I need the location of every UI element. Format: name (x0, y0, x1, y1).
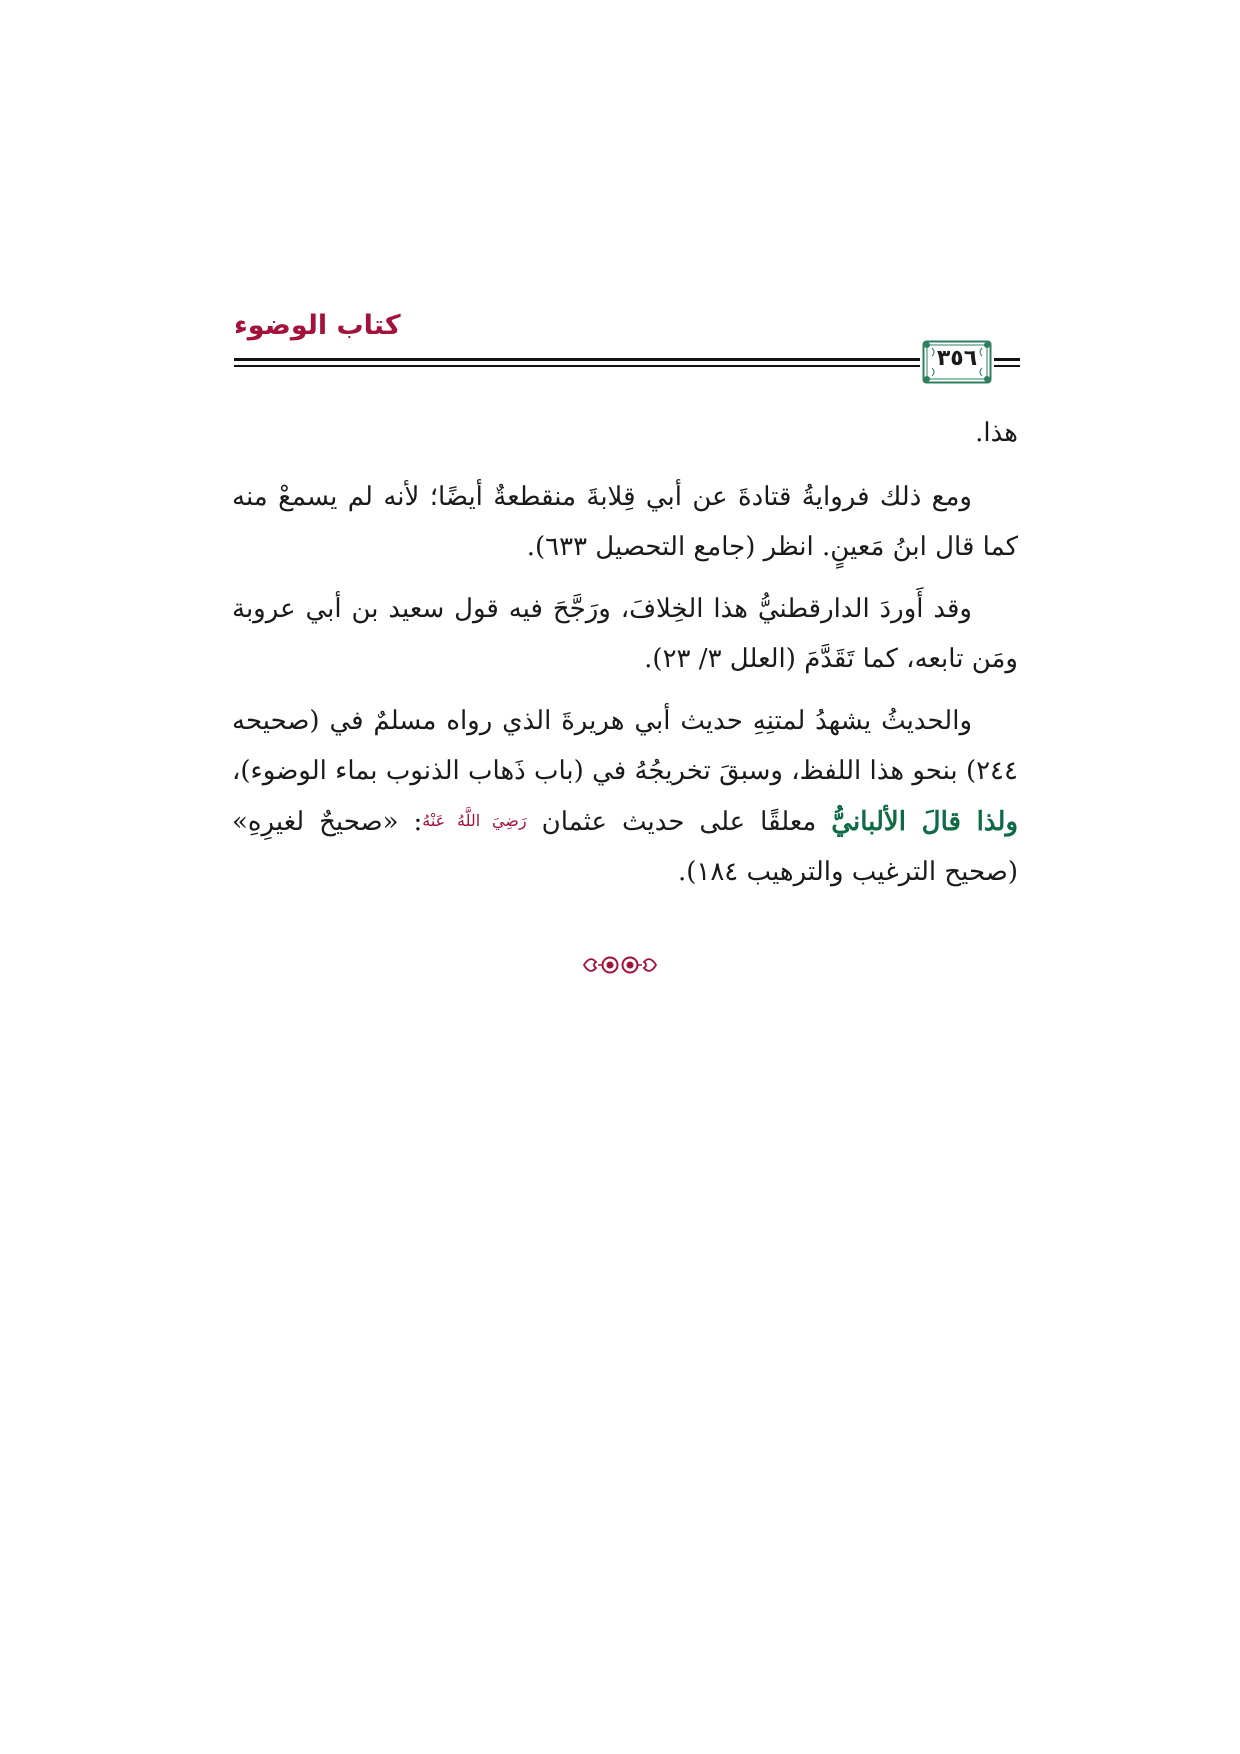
section-end-ornament (580, 950, 660, 980)
text-line-1: هذا. (975, 418, 1018, 448)
paragraph-3-part-3: : «صحيحٌ لغيرِهِ» (صحيح الترغيب والترهيب ١٨٤). (232, 807, 1018, 887)
page-number: ٣٥٦ (936, 346, 978, 371)
header-rule-thin (234, 365, 920, 367)
paragraph-2: وقد أَوردَ الدارقطنيُّ هذا الخِلافَ، ورَجَّحَ فيه قول سعيد بن أبي عروبة ومَن تابعه، كما تَقَدَّمَ (العلل ٣/ ٢٣). (232, 594, 1018, 674)
page-number-frame (922, 340, 992, 384)
paragraph-3-part-2: معلقًا على حديث عثمان (541, 807, 817, 837)
header-rule-thick (234, 358, 920, 361)
paragraph-3 (232, 696, 1018, 897)
book-title (228, 310, 640, 341)
paragraph-3-part-1: والحديثُ يشهدُ لمتنِهِ حديث أبي هريرةَ الذي رواه مسلمٌ في (صحيحه ٢٤٤) بنحو هذا اللفظ، وسبقَ تخريجُهُ في (باب ذَهاب الذنوب بماء الوضوء)، (232, 706, 1018, 786)
book-title-text: كتاب الوضوء (234, 310, 401, 341)
main-text (232, 408, 1018, 909)
page-header (228, 300, 1020, 390)
paragraph-1: ومع ذلك فروايةُ قتادةَ عن أبي قِلابةَ منقطعةٌ أيضًا؛ لأنه لم يسمعْ منه كما قال ابنُ مَعينٍ. انظر (جامع التحصيل ٦٣٣). (232, 482, 1018, 562)
honorific-ligature: رَضِيَ اللَّهُ عَنْهُ (422, 811, 527, 830)
header-rule-end-thin (994, 365, 1020, 367)
flourish-ornament-icon (580, 950, 660, 980)
albani-highlight: ولذا قالَ الألبانيُّ (831, 807, 1019, 837)
header-rule-end-thick (994, 358, 1020, 361)
